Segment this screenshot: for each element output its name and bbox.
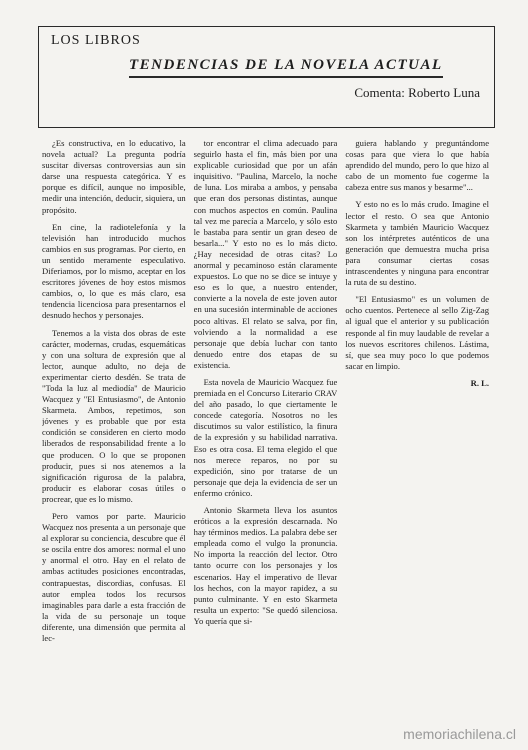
paragraph: Tenemos a la vista dos obras de este carácter, modernas, crudas, esquemáticas y con una soltura de expresión que al lector, aunque adulto, no deja de experimentar cierto desdén. Se trata de "Toda la luz al mediodía" de Mauricio Wacquez y "El Entusiasmo", de Antonio Skarmeta. Ambos, repetimos, son jóvenes y es probable que por esta condición se consideren en cierto modo liberados de responsabilidad frente a lo que producen. O lo que se proponen producir, pues si nos atenemos a la significación rigurosa de la palabra, producir es elaborar cosas útiles o procrear, que es lo mismo. (42, 327, 186, 504)
paragraph: Antonio Skarmeta lleva los asuntos eróticos a la expresión descarnada. No hay términos medios. La palabra debe ser empleada como el vulgo la pronuncia. No importa la reacción del lector. Otro tanto ocurre con los personajes y los escenarios. Hay el imperativo de llevar los hechos, con la mayor rapidez, a su punto culminante. Y en esto Skarmeta resulta un experto: "Se quedó silenciosa. Yo quería que si- (193, 505, 338, 626)
section-label: LOS LIBROS (51, 33, 141, 48)
paragraph: En cine, la radiotelefonía y la televisión han introducido muchos cambios en sus programas. Por cierto, en un sentido meramente especulativo. Diferiamos, por lo mismo, aceptar en los escritores jóvenes de hoy estos mismos cambios, o, lo que es más claro, esa tendencia licenciosa para presentarnos el desnudo hechos y personajes. (42, 221, 186, 321)
paragraph: Esta novela de Mauricio Wacquez fue premiada en el Concurso Literario CRAV del año pasado, lo que ciertamente le concede categoría. Nosotros no les discutimos su valor estilístico, la finura de la expresión y su habilidad narrativa. Eso es otra cosa. El tema elegido el que nos merece reparos, no por su expedición, sino por tratarse de un personaje que deja la evidencia de ser un enfermo crónico. (193, 376, 338, 498)
paragraph: Pero vamos por parte. Mauricio Wacquez nos presenta a un personaje que al explorar su conciencia, descubre que él se oscila entre dos amores: normal el uno y anormal el otro. Hay en el relato de ambas actitudes posiciones encontradas, contrapuestas, discordias, confusas. El autor emplea todos los recursos imaginables para darle a esta fracción de la vida de su personaje un toque diferente, una dimensión que permita al lec- (42, 511, 186, 644)
article-body (42, 138, 489, 728)
article-title: TENDENCIAS DE LA NOVELA ACTUAL (129, 57, 443, 78)
paragraph: Y esto no es lo más crudo. Imagine el lector el resto. O sea que Antonio Skarmeta y también Mauricio Wacquez son los intérpretes auténticos de una generación que demuestra mucha prisa para consumar ciertas cosas intrascendentes y ninguna para encontrar la ruta de su destino. (345, 199, 490, 288)
signature: R. L. (470, 377, 490, 388)
article-header (38, 26, 495, 128)
column-1 (42, 138, 186, 728)
column-3 (345, 138, 489, 728)
paragraph: "El Entusiasmo" es un volumen de ocho cuentos. Pertenece al sello Zig-Zag al igual que el anterior y su publicación responde al fin muy laudable de revelar a los nuevos escritores chilenos. Lástima, sí, que sea muy poco lo que podemos sacar en limpio. (345, 294, 490, 371)
paragraph: tor encontrar el clima adecuado para seguirlo hasta el fin, más bien por una explicable curiosidad que por un afán inquisitivo. "Paulina, Marcelo, la noche de luna. Los miraba a ambos, y pensaba que eran dos personas distintas, aunque con muchos aspectos en común. Paulina tal vez me parecía a Marcelo, y sólo esto le bastaba para sentir un gran deseo de besarla..." Y esto no es lo más dicto. ¿Hay necesidad de otras citas? Lo anormal y pecaminoso están claramente expuestos. Lo que no se dice se intuye y eso es lo que, a nuestro entender, convierte a la novela de este joven autor en una sucesión interminable de acciones poco altivas. El relato se salva, por fin, volviendo a la normalidad a ese personaje que debía luchar con tanto denuedo entre dos etapas de su existencia. (193, 138, 338, 370)
paragraph: guiera hablando y preguntándome cosas para que viera lo que había aprendido del mundo, pero lo que hizo al cabo de un momento fue cogerme la cabeza entre sus manos y besarme"... (345, 138, 490, 193)
paragraph: ¿Es constructiva, en lo educativo, la novela actual? La pregunta podría suscitar diversas controversias aun sin darse una respuesta categórica. Y es porque es difícil, aunque no imposible, medir una intención, deducir, siquiera, un propósito. (42, 138, 186, 215)
article-page (28, 26, 503, 731)
column-2 (194, 138, 338, 728)
footer-watermark: memoriachilena.cl (403, 726, 516, 742)
article-byline: Comenta: Roberto Luna (354, 85, 480, 100)
